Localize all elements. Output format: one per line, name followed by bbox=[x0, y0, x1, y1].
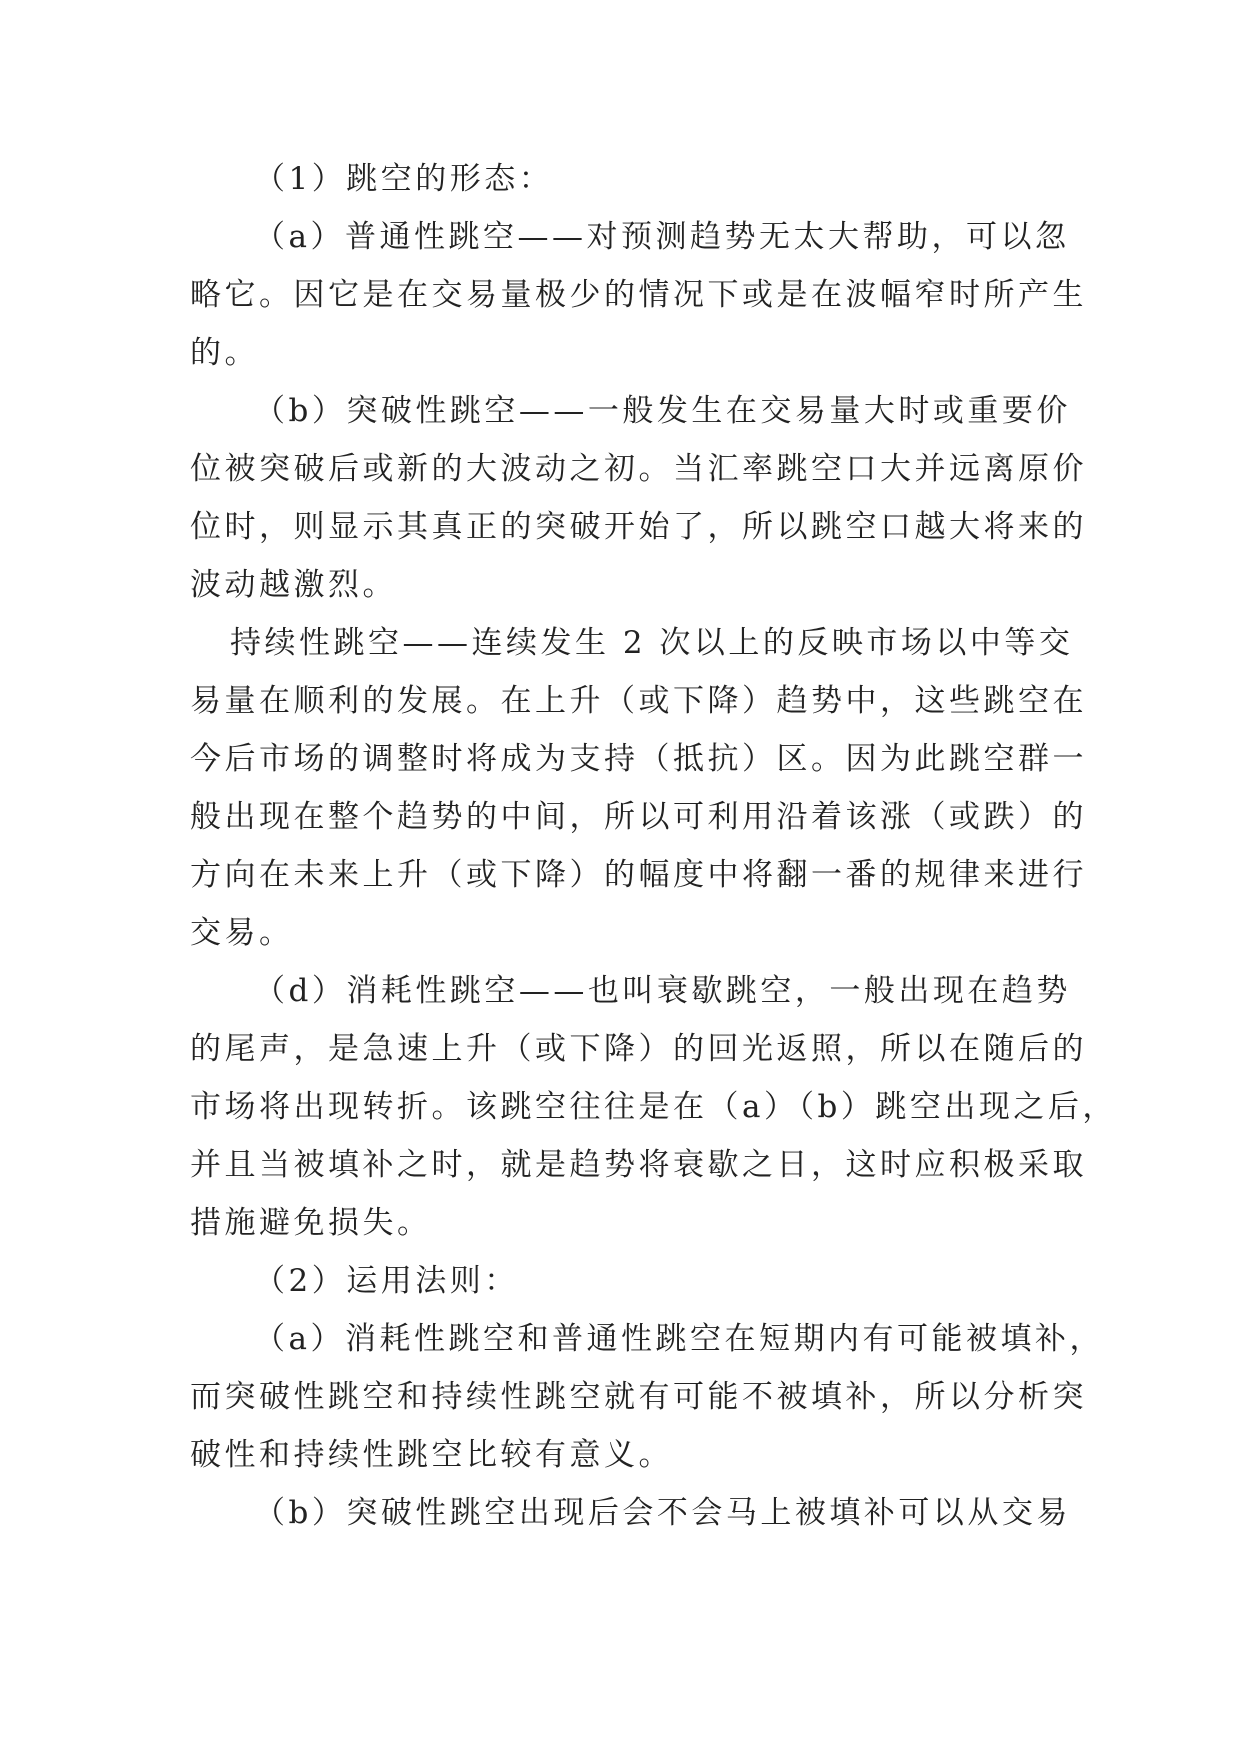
text-line: （a）消耗性跳空和普通性跳空在短期内有可能被填补， bbox=[254, 1321, 1104, 1357]
text-line: （b）突破性跳空出现后会不会马上被填补可以从交易 bbox=[254, 1495, 1071, 1531]
document-body bbox=[190, 150, 1117, 1542]
text-line: 略它。因它是在交易量极少的情况下或是在波幅窄时所产生 bbox=[190, 277, 1087, 313]
text-line: 位被突破后或新的大波动之初。当汇率跳空口大并远离原价 bbox=[190, 451, 1087, 487]
text-line: 措施避免损失。 bbox=[190, 1205, 432, 1241]
paragraph-heading-rules: （2）运用法则： bbox=[254, 1263, 519, 1299]
text-line: （b）突破性跳空——一般发生在交易量大时或重要价 bbox=[254, 393, 1071, 429]
text-line: 交易。 bbox=[190, 915, 294, 951]
text-line: 持续性跳空——连续发生 2 次以上的反映市场以中等交 bbox=[230, 625, 1074, 661]
text-line: 市场将出现转折。该跳空往往是在（a）（b）跳空出现之后， bbox=[190, 1089, 1117, 1125]
text-line: 易量在顺利的发展。在上升（或下降）趋势中，这些跳空在 bbox=[190, 683, 1087, 719]
text-line: 波动越激烈。 bbox=[190, 567, 397, 603]
text-line: 而突破性跳空和持续性跳空就有可能不被填补，所以分析突 bbox=[190, 1379, 1087, 1415]
text-line: 般出现在整个趋势的中间，所以可利用沿着该涨（或跌）的 bbox=[190, 799, 1087, 835]
text-line: （d）消耗性跳空——也叫衰歇跳空，一般出现在趋势 bbox=[254, 973, 1071, 1009]
text-line: 今后市场的调整时将成为支持（抵抗）区。因为此跳空群一 bbox=[190, 741, 1087, 777]
text-line: 位时，则显示其真正的突破开始了，所以跳空口越大将来的 bbox=[190, 509, 1087, 545]
text-line: 的。 bbox=[190, 335, 259, 371]
text-line: 的尾声，是急速上升（或下降）的回光返照，所以在随后的 bbox=[190, 1031, 1087, 1067]
text-line: 方向在未来上升（或下降）的幅度中将翻一番的规律来进行 bbox=[190, 857, 1087, 893]
text-line: 并且当被填补之时，就是趋势将衰歇之日，这时应积极采取 bbox=[190, 1147, 1087, 1183]
text-line: （a）普通性跳空——对预测趋势无太大帮助，可以忽 bbox=[254, 219, 1070, 255]
paragraph-heading-forms: （1）跳空的形态： bbox=[254, 161, 554, 197]
text-line: 破性和持续性跳空比较有意义。 bbox=[190, 1437, 673, 1473]
